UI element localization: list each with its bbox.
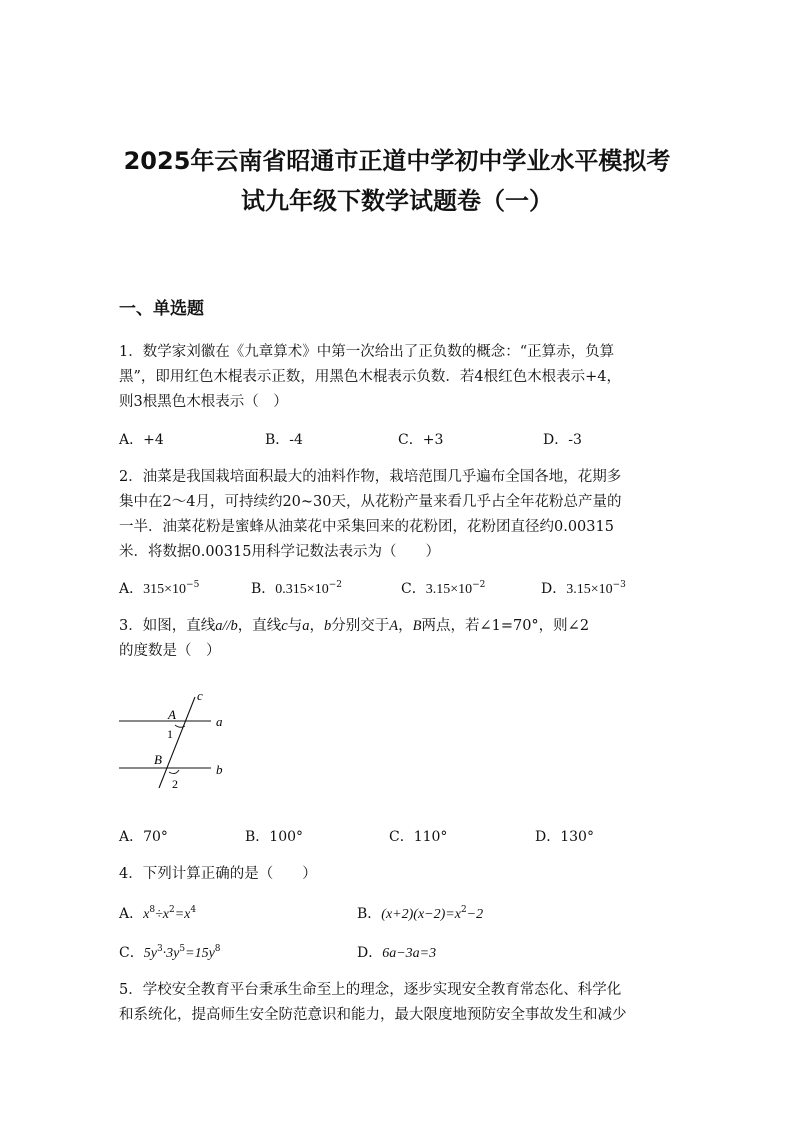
q4-d-expr: 6a−3a=3 bbox=[382, 946, 437, 961]
q1-option-a: A．+4 bbox=[119, 432, 164, 448]
q4-a-exp-2: 2 bbox=[168, 905, 175, 915]
angle-2-arc bbox=[169, 770, 179, 774]
q3-text-k: ， bbox=[398, 618, 413, 634]
q4-a-expr-1: x bbox=[143, 907, 150, 922]
q4-b-expr-1: (x+2)(x−2)=x bbox=[381, 907, 461, 922]
q4-option-b bbox=[357, 903, 483, 923]
question-3 bbox=[119, 614, 679, 664]
question-4: 4．下列计算正确的是（ ） bbox=[119, 866, 317, 882]
q3-option-c: C．110° bbox=[389, 829, 448, 845]
q1-line-3: 则3根黑色木根表示（ ） bbox=[119, 394, 288, 410]
q2-option-b-exp: −2 bbox=[328, 580, 342, 590]
q2-option-c bbox=[401, 578, 485, 598]
line-c bbox=[159, 697, 195, 788]
label-B: B bbox=[154, 752, 162, 767]
q2-option-a bbox=[119, 578, 199, 598]
q3-option-d: D．130° bbox=[535, 829, 594, 845]
q2-option-c-base: 3.15×10 bbox=[425, 582, 473, 597]
q2-option-b-label: B． bbox=[251, 581, 276, 597]
q3-line-1 bbox=[119, 614, 679, 639]
q3-text-f: a bbox=[302, 618, 310, 634]
label-A: A bbox=[168, 707, 176, 722]
q4-c-exp-1: 3 bbox=[156, 944, 163, 954]
q3-text-a: 3．如图，直线 bbox=[119, 618, 216, 634]
q4-option-c bbox=[119, 942, 221, 962]
label-a: a bbox=[216, 714, 223, 729]
q2-line-1: 2．油菜是我国栽培面积最大的油料作物，栽培范围几乎遍布全国各地，花期多 bbox=[119, 469, 622, 485]
q4-c-expr-1: 5y bbox=[143, 946, 157, 961]
title-line-1: 2025年云南省昭通市正道中学初中学业水平模拟考 bbox=[123, 147, 671, 175]
q4-c-exp-2: 5 bbox=[179, 944, 186, 954]
q2-line-2: 集中在2～4月，可持续约20~30天，从花粉产量来看几乎占全年花粉总产量的 bbox=[119, 494, 622, 510]
q5-line-2: 和系统化，提高师生安全防范意识和能力，最大限度地预防安全事故发生和减少 bbox=[119, 1007, 627, 1023]
q5-line-1: 5．学校安全教育平台秉承生命至上的理念，逐步实现安全教育常态化、科学化 bbox=[119, 982, 622, 998]
q3-text-m: 两点，若∠1=70°，则∠2 bbox=[421, 618, 590, 634]
q4-a-label: A． bbox=[119, 906, 144, 922]
q4-a-expr-2: ÷x bbox=[155, 907, 169, 922]
q4-option-d bbox=[357, 942, 436, 962]
q2-option-d-exp: −3 bbox=[612, 580, 626, 590]
q3-option-a: A．70° bbox=[119, 829, 168, 845]
q2-line-4: 米．将数据0.00315用科学记数法表示为（ ） bbox=[119, 544, 440, 560]
q2-option-d-label: D． bbox=[541, 581, 567, 597]
q2-option-a-exp: −5 bbox=[186, 580, 200, 590]
q1-line-2: 黑”，即用红色木棍表示正数，用黑色木棍表示负数．若4根红色木根表示+4， bbox=[119, 369, 622, 385]
q2-option-a-label: A． bbox=[119, 581, 144, 597]
q2-option-b bbox=[251, 578, 342, 598]
label-b: b bbox=[216, 762, 223, 777]
q4-option-a bbox=[119, 903, 196, 923]
q2-option-d bbox=[541, 578, 626, 598]
q4-b-exp-1: 2 bbox=[460, 905, 467, 915]
parallel-lines-figure bbox=[115, 688, 245, 798]
q4-c-label: C． bbox=[119, 945, 144, 961]
q4-a-exp-3: 4 bbox=[190, 905, 197, 915]
q4-c-exp-3: 8 bbox=[214, 944, 221, 954]
q3-text-b: a//b bbox=[215, 618, 238, 634]
q3-text-d: c bbox=[281, 618, 288, 634]
question-5 bbox=[119, 978, 679, 1028]
q1-option-b: B．-4 bbox=[265, 432, 303, 448]
q3-text-e: 与 bbox=[287, 618, 303, 634]
q3-line-2: 的度数是（ ） bbox=[119, 643, 221, 659]
q4-d-label: D． bbox=[357, 945, 383, 961]
q3-text-i: 分别交于 bbox=[331, 618, 390, 634]
q4-b-expr-2: −2 bbox=[466, 907, 484, 922]
question-1 bbox=[119, 340, 679, 415]
q2-option-a-base: 315×10 bbox=[143, 582, 187, 597]
title-line-2: 试九年级下数学试题卷（一） bbox=[241, 187, 553, 215]
q1-line-1: 1．数学家刘徽在《九章算术》中第一次给出了正负数的概念：“正算赤，负算 bbox=[119, 344, 615, 360]
section-heading: 一、单选题 bbox=[119, 299, 204, 319]
label-2: 2 bbox=[172, 777, 178, 791]
q4-a-exp-1: 8 bbox=[149, 905, 156, 915]
q4-b-label: B． bbox=[357, 906, 382, 922]
label-1: 1 bbox=[167, 727, 173, 741]
q3-text-c: ，直线 bbox=[237, 618, 282, 634]
label-c: c bbox=[197, 688, 203, 703]
q3-text-l: B bbox=[412, 618, 422, 634]
q3-text-h: b bbox=[323, 618, 332, 634]
q2-option-c-label: C． bbox=[401, 581, 426, 597]
q4-a-expr-3: =x bbox=[174, 907, 191, 922]
q1-option-d: D．-3 bbox=[543, 432, 582, 448]
q2-line-3: 一半．油菜花粉是蜜蜂从油菜花中采集回来的花粉团，花粉团直径约0.00315 bbox=[119, 519, 614, 535]
question-2 bbox=[119, 465, 679, 565]
q2-option-c-exp: −2 bbox=[472, 580, 486, 590]
q4-c-expr-2: ·3y bbox=[162, 946, 180, 961]
q3-text-g: ， bbox=[309, 618, 324, 634]
q3-text-j: A bbox=[389, 618, 399, 634]
q3-option-b: B．100° bbox=[245, 829, 304, 845]
q4-c-expr-3: =15y bbox=[185, 946, 215, 961]
q2-option-d-base: 3.15×10 bbox=[566, 582, 613, 597]
q2-option-b-base: 0.315×10 bbox=[275, 582, 329, 597]
q1-option-c: C．+3 bbox=[398, 432, 444, 448]
